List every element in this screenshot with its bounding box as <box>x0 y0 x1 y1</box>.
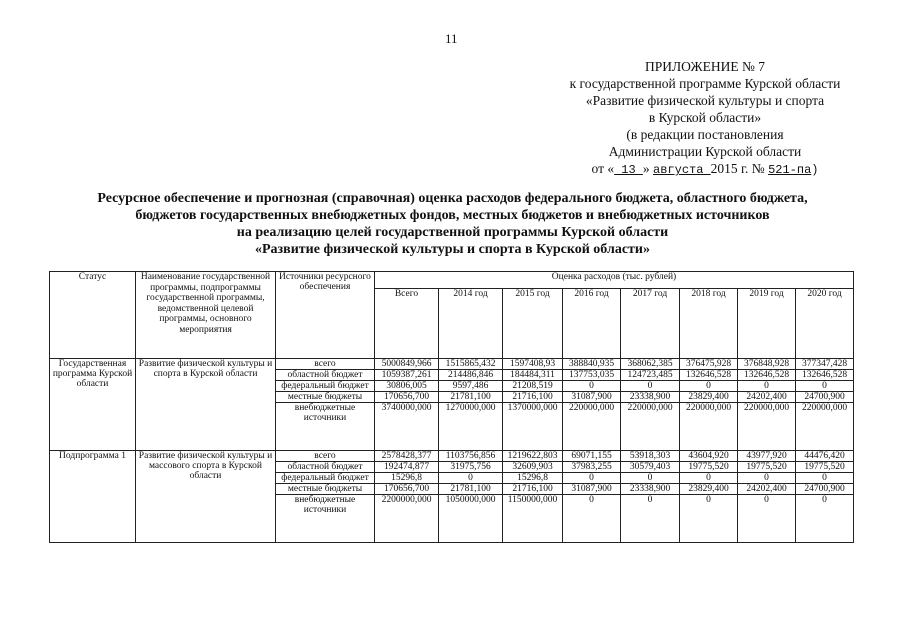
value-cell: 0 <box>680 495 738 543</box>
date-prefix: от « <box>591 161 615 176</box>
row-status: Государственная программа Курской области <box>50 359 136 451</box>
appendix-header <box>520 58 890 179</box>
value-cell: 2200000,000 <box>375 495 439 543</box>
value-cell: 15296,8 <box>503 473 563 484</box>
value-cell: 0 <box>796 495 854 543</box>
row-name: Развитие физической культуры и массового спорта в Курской области <box>136 451 276 543</box>
title-line: на реализацию целей государственной программы Курской области <box>236 225 669 240</box>
value-cell: 0 <box>738 473 796 484</box>
value-cell: 31975,756 <box>439 462 503 473</box>
date-close: ) <box>811 163 819 177</box>
value-cell: 32609,903 <box>503 462 563 473</box>
source-cell: областной бюджет <box>276 462 375 473</box>
value-cell: 1103756,856 <box>439 451 503 462</box>
source-cell: федеральный бюджет <box>276 381 375 392</box>
value-cell: 9597,486 <box>439 381 503 392</box>
value-cell: 0 <box>796 381 854 392</box>
source-cell: всего <box>276 359 375 370</box>
header-year: 2016 год <box>563 289 621 359</box>
value-cell: 21781,100 <box>439 392 503 403</box>
value-cell: 137753,035 <box>563 370 621 381</box>
date-month: августа <box>653 163 711 177</box>
value-cell: 21716,100 <box>503 392 563 403</box>
value-cell: 376475,928 <box>680 359 738 370</box>
value-cell: 5000849,966 <box>375 359 439 370</box>
source-cell: внебюджетные источники <box>276 495 375 543</box>
value-cell: 21781,100 <box>439 484 503 495</box>
value-cell: 0 <box>563 495 621 543</box>
header-year: 2019 год <box>738 289 796 359</box>
value-cell: 21716,100 <box>503 484 563 495</box>
value-cell: 132646,528 <box>738 370 796 381</box>
value-cell: 0 <box>439 473 503 484</box>
value-cell: 30579,403 <box>621 462 680 473</box>
value-cell: 1370000,000 <box>503 403 563 451</box>
value-cell: 220000,000 <box>796 403 854 451</box>
value-cell: 1150000,000 <box>503 495 563 543</box>
source-cell: местные бюджеты <box>276 484 375 495</box>
value-cell: 0 <box>563 473 621 484</box>
date-number: 521-па <box>768 163 812 177</box>
header-name: Наименование государственной программы, подпрограммы государственной программы, ведомственной целевой программы, основного мероприятия <box>136 272 276 359</box>
date-mid: » <box>642 161 654 176</box>
value-cell: 24202,400 <box>738 484 796 495</box>
value-cell: 19775,520 <box>680 462 738 473</box>
value-cell: 69071,155 <box>563 451 621 462</box>
header-year: 2020 год <box>796 289 854 359</box>
value-cell: 37983,255 <box>563 462 621 473</box>
appendix-line: Администрации Курской области <box>608 144 802 159</box>
appendix-line: «Развитие физической культуры и спорта <box>585 93 825 108</box>
header-status: Статус <box>50 272 136 359</box>
header-year: 2015 год <box>503 289 563 359</box>
value-cell: 30806,005 <box>375 381 439 392</box>
value-cell: 24700,900 <box>796 392 854 403</box>
value-cell: 24700,900 <box>796 484 854 495</box>
value-cell: 23829,400 <box>680 392 738 403</box>
date-year: 2015 г. № <box>710 161 769 176</box>
value-cell: 377347,428 <box>796 359 854 370</box>
value-cell: 2578428,377 <box>375 451 439 462</box>
value-cell: 31087,900 <box>563 484 621 495</box>
header-estimate: Оценка расходов (тыс. рублей) <box>375 272 854 289</box>
value-cell: 1597408,93 <box>503 359 563 370</box>
appendix-line: к государственной программе Курской области <box>569 76 841 91</box>
title-line: бюджетов государственных внебюджетных фондов, местных бюджетов и внебюджетных источников <box>135 208 770 223</box>
appendix-line: ПРИЛОЖЕНИЕ № 7 <box>644 59 766 74</box>
header-year: 2014 год <box>439 289 503 359</box>
value-cell: 1219622,803 <box>503 451 563 462</box>
header-year: Всего <box>375 289 439 359</box>
row-status: Подпрограмма 1 <box>50 451 136 543</box>
value-cell: 220000,000 <box>621 403 680 451</box>
value-cell: 124723,485 <box>621 370 680 381</box>
value-cell: 19775,520 <box>738 462 796 473</box>
value-cell: 170656,700 <box>375 484 439 495</box>
value-cell: 24202,400 <box>738 392 796 403</box>
value-cell: 0 <box>738 495 796 543</box>
value-cell: 19775,520 <box>796 462 854 473</box>
value-cell: 214486,846 <box>439 370 503 381</box>
value-cell: 170656,700 <box>375 392 439 403</box>
header-year: 2018 год <box>680 289 738 359</box>
value-cell: 43604,920 <box>680 451 738 462</box>
value-cell: 15296,8 <box>375 473 439 484</box>
value-cell: 3740000,000 <box>375 403 439 451</box>
row-name: Развитие физической культуры и спорта в Курской области <box>136 359 276 451</box>
source-cell: местные бюджеты <box>276 392 375 403</box>
value-cell: 0 <box>738 381 796 392</box>
appendix-date-line <box>520 160 890 179</box>
title-line: «Развитие физической культуры и спорта в Курской области» <box>255 242 650 257</box>
resource-table <box>49 271 854 543</box>
value-cell: 0 <box>621 495 680 543</box>
value-cell: 23829,400 <box>680 484 738 495</box>
source-cell: всего <box>276 451 375 462</box>
value-cell: 220000,000 <box>738 403 796 451</box>
value-cell: 23338,900 <box>621 484 680 495</box>
value-cell: 53918,303 <box>621 451 680 462</box>
value-cell: 0 <box>621 473 680 484</box>
document-title <box>50 190 855 258</box>
value-cell: 1515865,432 <box>439 359 503 370</box>
value-cell: 388840,935 <box>563 359 621 370</box>
header-year: 2017 год <box>621 289 680 359</box>
source-cell: внебюджетные источники <box>276 403 375 451</box>
value-cell: 31087,900 <box>563 392 621 403</box>
value-cell: 0 <box>680 381 738 392</box>
value-cell: 43977,920 <box>738 451 796 462</box>
value-cell: 44476,420 <box>796 451 854 462</box>
value-cell: 184484,311 <box>503 370 563 381</box>
value-cell: 368062,385 <box>621 359 680 370</box>
value-cell: 0 <box>796 473 854 484</box>
value-cell: 0 <box>563 381 621 392</box>
date-day: 13 <box>614 163 643 177</box>
appendix-line: (в редакции постановления <box>626 127 784 142</box>
value-cell: 220000,000 <box>680 403 738 451</box>
appendix-line: в Курской области» <box>648 110 762 125</box>
value-cell: 132646,528 <box>680 370 738 381</box>
value-cell: 0 <box>621 381 680 392</box>
value-cell: 1270000,000 <box>439 403 503 451</box>
header-sources: Источники ресурсного обеспечения <box>276 272 375 359</box>
value-cell: 376848,928 <box>738 359 796 370</box>
value-cell: 1059387,261 <box>375 370 439 381</box>
value-cell: 132646,528 <box>796 370 854 381</box>
source-cell: федеральный бюджет <box>276 473 375 484</box>
value-cell: 192474,877 <box>375 462 439 473</box>
title-line: Ресурсное обеспечение и прогнозная (справочная) оценка расходов федерального бюджета, областного бюджета, <box>97 191 808 206</box>
value-cell: 220000,000 <box>563 403 621 451</box>
source-cell: областной бюджет <box>276 370 375 381</box>
value-cell: 23338,900 <box>621 392 680 403</box>
value-cell: 21208,519 <box>503 381 563 392</box>
page-number: 11 <box>445 31 458 46</box>
value-cell: 1050000,000 <box>439 495 503 543</box>
value-cell: 0 <box>680 473 738 484</box>
